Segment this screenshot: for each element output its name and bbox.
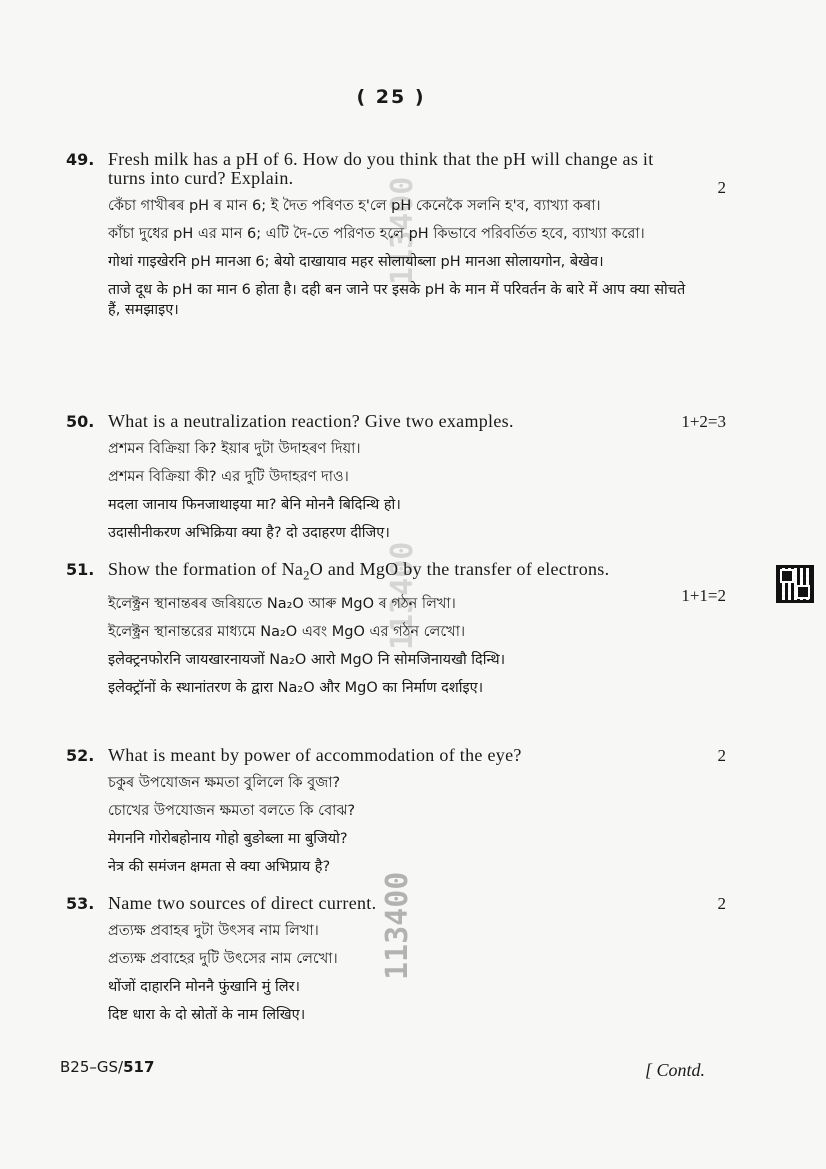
translation-hindi: ताजे दूध के pH का मान 6 होता है। दही बन जाने पर इसके pH के मान में परिवर्तन के बारे में आप क्या सोचते हैं, समझाइए।: [108, 282, 686, 318]
translation-assamese: চকুৰ উপযোজন ক্ষমতা বুলিলে কি বুজা?: [108, 775, 341, 791]
marks: 2: [717, 894, 726, 913]
watermark-number-faint: 113400: [385, 176, 420, 285]
translation-hindi: नेत्र की समंजन क्षमता से क्या अभिप्राय है?: [108, 859, 331, 875]
question-text-part: Show the formation of Na: [108, 559, 304, 579]
question-number: 51.: [66, 560, 95, 579]
translation-hindi: इलेक्ट्रॉनों के स्थानांतरण के द्वारा Na₂O और MgO का निर्माण दर्शाइए।: [108, 679, 484, 696]
question-number: 50.: [66, 412, 95, 431]
question-53: [66, 894, 726, 1025]
page-number: ( 25 ): [356, 86, 426, 108]
question-49: [66, 150, 726, 320]
translation-bodo: गोथां गाइखेरनि pH मानआ 6; बेयो दाखायाव महर सोलायोब्ला pH मानआ सोलायगोन, बेखेव।: [108, 254, 604, 270]
translation-bodo: मेगननि गोरोबहोनाय गोहो बुङोब्ला मा बुजियो?: [108, 831, 348, 847]
question-english: What is a neutralization reaction? Give two examples.: [108, 411, 514, 431]
paper-code: [60, 1058, 154, 1076]
question-50: [66, 412, 726, 543]
question-english: [108, 560, 688, 586]
translation-assamese: ইলেক্ট্ৰন স্থানান্তৰৰ জৰিয়তে Na₂O আৰু MgO ৰ গঠন লিখা।: [108, 595, 456, 612]
question-52: [66, 746, 726, 877]
translation-bengali: কাঁচা দুধের pH এর মান 6; এটি দৈ-তে পরিণত হলে pH কিভাবে পরিবর্তিত হবে, ব্যাখ্যা করো।: [108, 226, 645, 242]
translation-hindi: दिष्ट धारा के दो स्रोतों के नाम लिखिए।: [108, 1007, 306, 1023]
question-text-part: O and MgO by the transfer of electrons.: [309, 559, 610, 579]
paper-code-prefix: B25–GS/: [60, 1058, 124, 1076]
translation-assamese: প্ৰত্যক্ষ প্ৰবাহৰ দুটা উৎসৰ নাম লিখা।: [108, 923, 319, 939]
translation-bengali: ইলেক্ট্রন স্থানান্তরের মাধ্যমে Na₂O এবং MgO এর গঠন লেখো।: [108, 623, 466, 640]
question-51: [66, 560, 726, 698]
question-english: Name two sources of direct current.: [108, 893, 377, 913]
translation-assamese: প্ৰশমন বিক্ৰিয়া কি? ইয়াৰ দুটা উদাহৰণ দিয়া।: [108, 441, 361, 457]
qr-code: [776, 565, 814, 603]
translation-assamese: কেঁচা গাখীৰৰ pH ৰ মান 6; ই দৈত পৰিণত হ'লে pH কেনেকৈ সলনি হ'ব, ব্যাখ্যা কৰা।: [108, 198, 601, 214]
paper-code-number: 517: [123, 1058, 155, 1076]
translation-bengali: চোখের উপযোজন ক্ষমতা বলতে কি বোঝ?: [108, 803, 356, 819]
translation-bengali: প্রশমন বিক্রিয়া কী? এর দুটি উদাহরণ দাও।: [108, 469, 349, 485]
marks: 1+1=2: [681, 586, 726, 605]
translation-hindi: उदासीनीकरण अभिक्रिया क्या है? दो उदाहरण दीजिए।: [108, 525, 390, 541]
watermark-number-mid: 113400: [385, 541, 420, 650]
translation-bodo: मदला जानाय फिनजाथाइया मा? बेनि मोननै बिदिन्थि हो।: [108, 497, 401, 513]
translation-bodo: थोंजों दाहारनि मोननै फुंखानि मुं लिर।: [108, 979, 301, 995]
watermark-number: 113400: [380, 871, 415, 980]
marks: 1+2=3: [681, 412, 726, 431]
marks: 2: [717, 178, 726, 197]
marks: 2: [717, 746, 726, 765]
question-english: Fresh milk has a pH of 6. How do you think that the pH will change as it turns into curd? Explain.: [108, 149, 654, 188]
question-number: 49.: [66, 150, 95, 169]
translation-bodo: इलेक्ट्रनफोरनि जायखारनायजों Na₂O आरो MgO नि सोमजिनायखौ दिन्थि।: [108, 651, 506, 668]
continued-label: [ Contd.: [645, 1060, 706, 1080]
subscript: 2: [303, 568, 310, 583]
question-number: 53.: [66, 894, 95, 913]
question-number: 52.: [66, 746, 95, 765]
translation-bengali: প্রত্যক্ষ প্রবাহের দুটি উৎসের নাম লেখো।: [108, 951, 338, 967]
question-english: What is meant by power of accommodation of the eye?: [108, 745, 522, 765]
